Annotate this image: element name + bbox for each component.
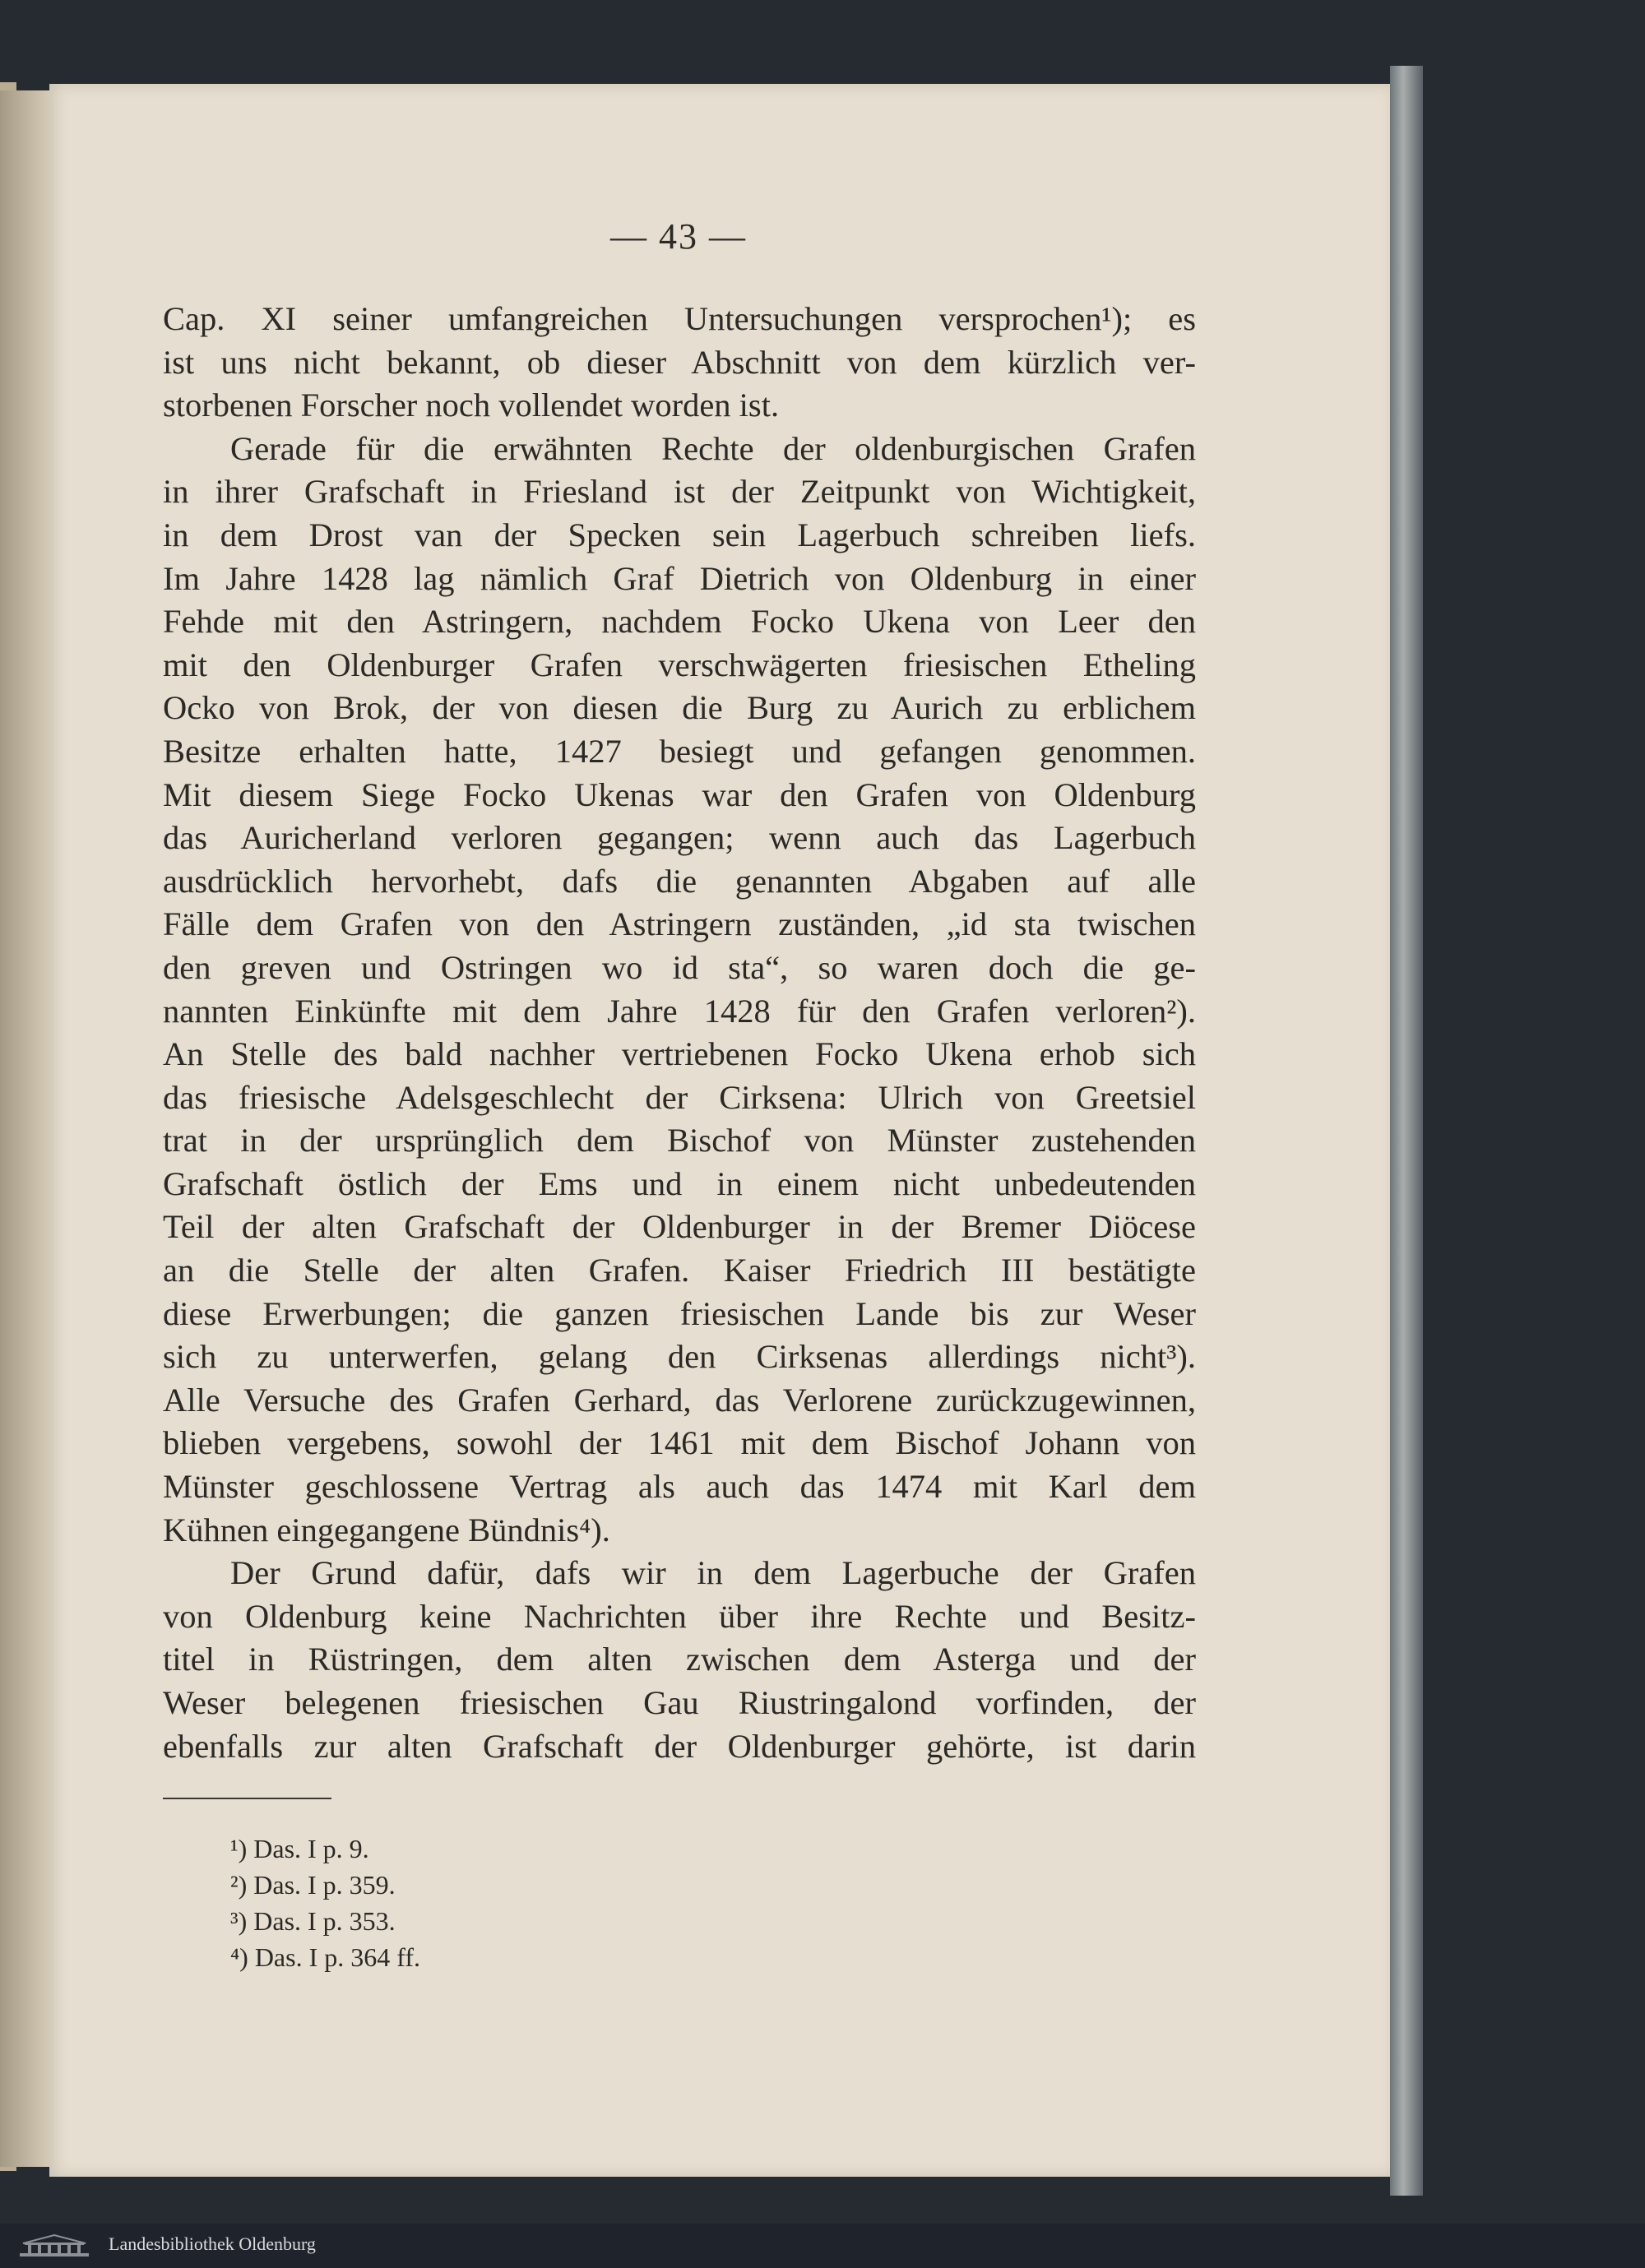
- footnote: ²) Das. I p. 359.: [230, 1870, 396, 1900]
- text-line: den greven und Ostringen wo id sta“, so waren doch die ge-: [163, 948, 1196, 986]
- text-line: Fälle dem Grafen von den Astringern zuständen, „id sta twischen: [163, 905, 1196, 943]
- text-line: ist uns nicht bekannt, ob dieser Abschnitt von dem kürzlich ver-: [163, 343, 1196, 381]
- text-line: ausdrücklich hervorhebt, dafs die genannten Abgaben auf alle: [163, 862, 1196, 900]
- text-line: Besitze erhalten hatte, 1427 besiegt und gefangen genommen.: [163, 732, 1196, 770]
- footnote: ⁴) Das. I p. 364 ff.: [230, 1942, 420, 1972]
- text-line: blieben vergebens, sowohl der 1461 mit dem Bischof Johann von: [163, 1424, 1196, 1462]
- text-line: Cap. XI seiner umfangreichen Untersuchungen versprochen¹); es: [163, 300, 1196, 337]
- text-line: Münster geschlossene Vertrag als auch das 1474 mit Karl dem: [163, 1468, 1196, 1506]
- text-line: nannten Einkünfte mit dem Jahre 1428 für den Grafen verloren²).: [163, 992, 1196, 1030]
- text-line: sich zu unterwerfen, gelang den Cirksenas allerdings nicht³).: [163, 1338, 1196, 1376]
- footnotes: [230, 1831, 420, 1975]
- text-line: storbenen Forscher noch vollendet worden ist.: [163, 386, 780, 424]
- text-line: von Oldenburg keine Nachrichten über ihre Rechte und Besitz-: [163, 1597, 1196, 1635]
- book-cover-edge: [1390, 66, 1423, 2196]
- footnote: ³) Das. I p. 353.: [230, 1906, 396, 1936]
- text-line: Kühnen eingegangene Bündnis⁴).: [163, 1511, 610, 1548]
- text-line: ebenfalls zur alten Grafschaft der Oldenburger gehörte, ist darin: [163, 1727, 1196, 1765]
- text-line: An Stelle des bald nachher vertriebenen Focko Ukena erhob sich: [163, 1035, 1196, 1073]
- text-line: diese Erwerbungen; die ganzen friesischen Lande bis zur Weser: [163, 1294, 1196, 1332]
- text-line: trat in der ursprünglich dem Bischof von Münster zustehenden: [163, 1122, 1196, 1159]
- text-line: Fehde mit den Astringern, nachdem Focko Ukena von Leer den: [163, 603, 1196, 641]
- text-line: Ocko von Brok, der von diesen die Burg zu Aurich zu erblichem: [163, 689, 1196, 727]
- text-line: das Auricherland verloren gegangen; wenn auch das Lagerbuch: [163, 819, 1196, 857]
- text-line: Alle Versuche des Grafen Gerhard, das Verlorene zurückzugewinnen,: [163, 1381, 1196, 1419]
- text-line: Der Grund dafür, dafs wir in dem Lagerbuche der Grafen: [230, 1554, 1196, 1592]
- library-name: Landesbibliothek Oldenburg: [109, 2233, 316, 2254]
- text-line: titel in Rüstringen, dem alten zwischen dem Asterga und der: [163, 1641, 1196, 1678]
- footnote-divider: [163, 1798, 331, 1799]
- text-line: Weser belegenen friesischen Gau Riustringalond vorfinden, der: [163, 1684, 1196, 1721]
- library-building-icon: [18, 2233, 90, 2258]
- text-line: Teil der alten Grafschaft der Oldenburger in der Bremer Diöcese: [163, 1208, 1196, 1246]
- text-line: Im Jahre 1428 lag nämlich Graf Dietrich von Oldenburg in einer: [163, 559, 1196, 597]
- text-line: Grafschaft östlich der Ems und in einem nicht unbedeutenden: [163, 1164, 1196, 1202]
- text-line: in ihrer Grafschaft in Friesland ist der Zeitpunkt von Wichtigkeit,: [163, 473, 1196, 511]
- text-line: Gerade für die erwähnten Rechte der oldenburgischen Grafen: [230, 429, 1196, 467]
- text-line: in dem Drost van der Specken sein Lagerbuch schreiben liefs.: [163, 516, 1196, 553]
- text-line: Mit diesem Siege Focko Ukenas war den Grafen von Oldenburg: [163, 775, 1196, 813]
- page-number: — 43 —: [610, 216, 747, 257]
- text-line: das friesische Adelsgeschlecht der Cirksena: Ulrich von Greetsiel: [163, 1078, 1196, 1116]
- text-line: mit den Oldenburger Grafen verschwägerten friesischen Etheling: [163, 646, 1196, 683]
- text-line: an die Stelle der alten Grafen. Kaiser Friedrich III bestätigte: [163, 1252, 1196, 1289]
- binding-shadow: [0, 90, 51, 2167]
- body-text: [163, 298, 1196, 1768]
- footnote: ¹) Das. I p. 9.: [230, 1834, 369, 1863]
